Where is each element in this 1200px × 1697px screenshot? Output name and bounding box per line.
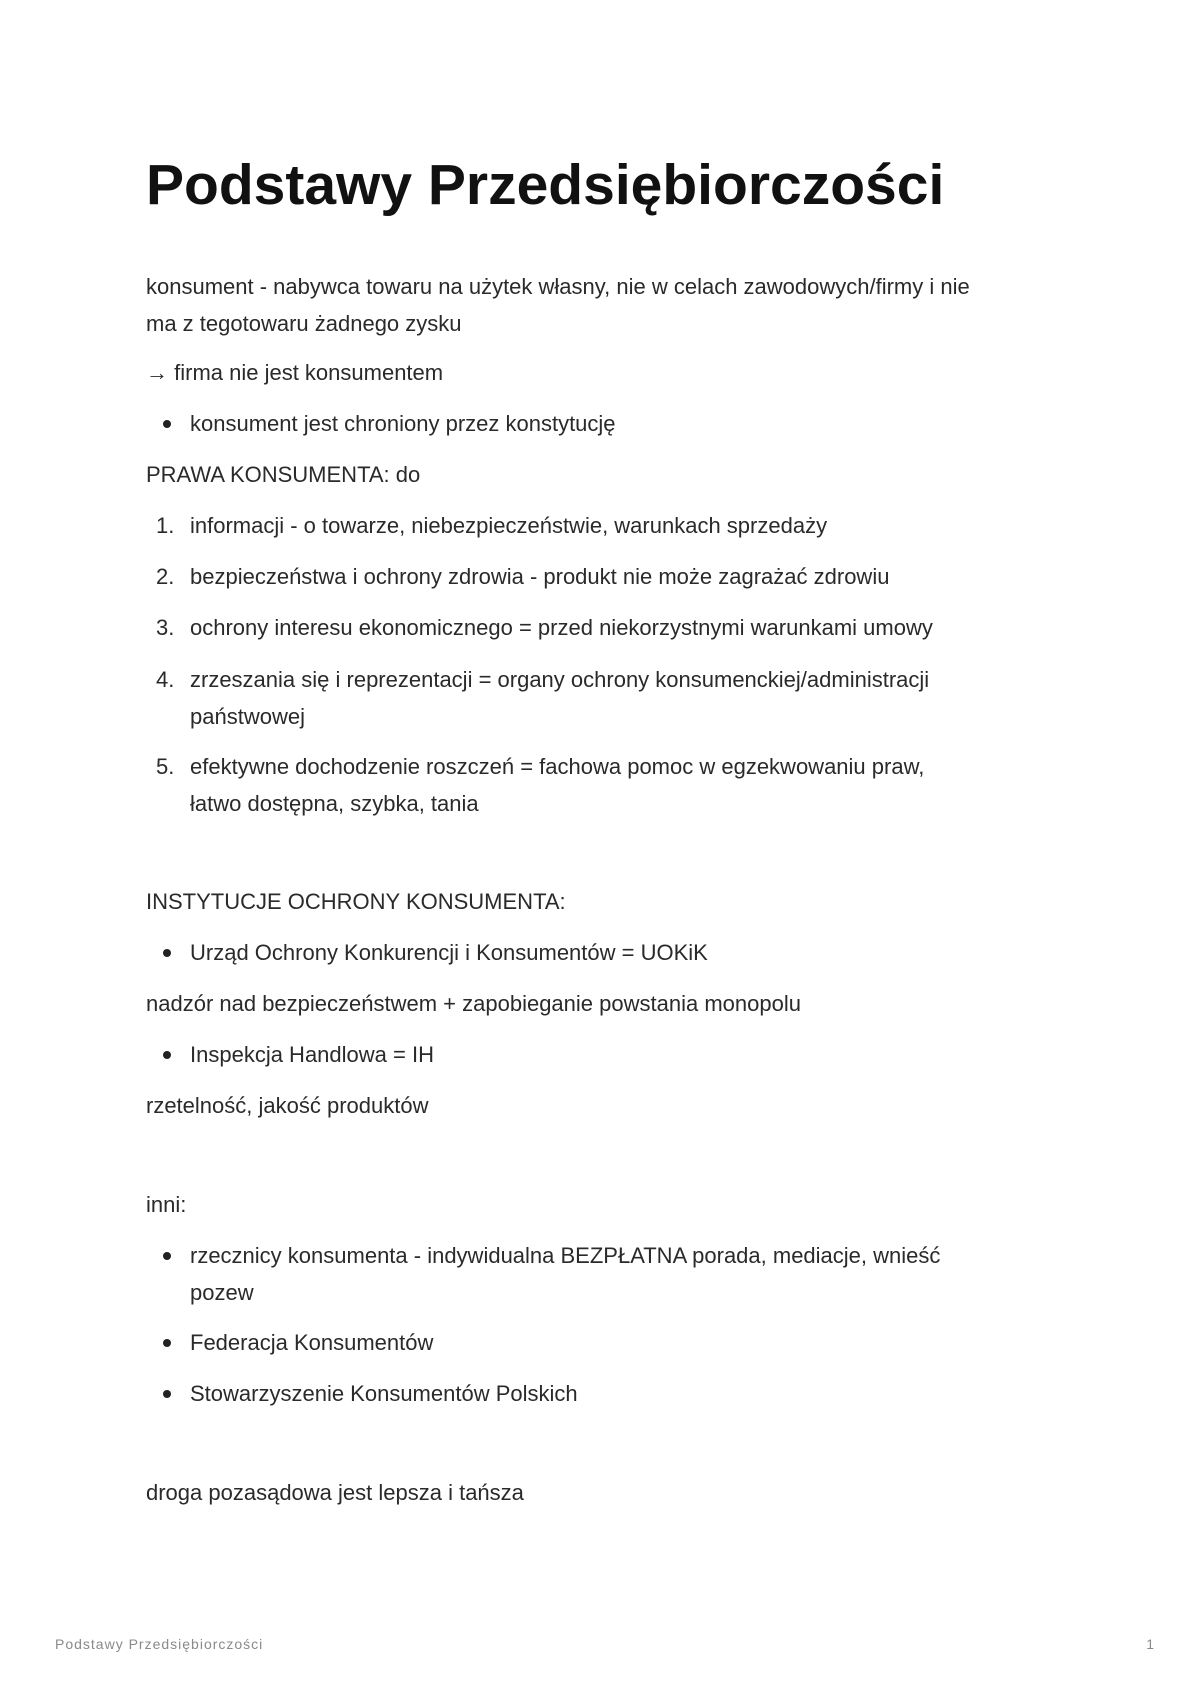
list-item-text-continued: łatwo dostępna, szybka, tania [190,791,479,816]
arrow-note: → firma nie jest konsumentem [146,360,444,385]
rights-heading: PRAWA KONSUMENTA: do [146,462,421,487]
list-item-text: efektywne dochodzenie roszczeń = fachowa pomoc w egzekwowaniu praw, [190,754,925,779]
footer-page-number: 1 [1146,1636,1155,1652]
list-number: 1. [156,513,175,538]
list-item-text: Federacja Konsumentów [190,1330,434,1355]
list-item-text: informacji - o towarze, niebezpieczeństwie, warunkach sprzedaży [190,513,828,538]
others-heading: inni: [146,1192,187,1217]
list-item-text: bezpieczeństwa i ochrony zdrowia - produkt nie może zagrażać zdrowiu [190,564,890,589]
uokik-description: nadzór nad bezpieczeństwem + zapobieganie powstania monopolu [146,991,801,1016]
intro-line-2: ma z tegotowaru żadnego zysku [146,311,462,336]
list-item-text-continued: państwowej [190,704,305,729]
page-title: Podstawy Przedsiębiorczości [146,153,945,217]
bullet-icon [163,1390,171,1398]
bullet-icon [163,1051,171,1059]
list-item-text: Inspekcja Handlowa = IH [190,1042,434,1067]
list-number: 4. [156,667,175,692]
ih-description: rzetelność, jakość produktów [146,1093,429,1118]
list-item-text: Urząd Ochrony Konkurencji i Konsumentów = UOKiK [190,940,708,965]
list-item-text-continued: pozew [190,1280,254,1305]
bullet-icon [163,1252,171,1260]
list-number: 2. [156,564,175,589]
list-number: 5. [156,754,175,779]
list-item-text: zrzeszania się i reprezentacji = organy ochrony konsumenckiej/administracji [190,667,930,692]
list-item-text: konsument jest chroniony przez konstytucję [190,411,616,436]
list-number: 3. [156,615,175,640]
footer-document-title: Podstawy Przedsiębiorczości [55,1636,264,1652]
list-item-text: ochrony interesu ekonomicznego = przed niekorzystnymi warunkami umowy [190,615,933,640]
institutions-heading: INSTYTUCJE OCHRONY KONSUMENTA: [146,889,566,914]
closing-note: droga pozasądowa jest lepsza i tańsza [146,1480,524,1505]
bullet-icon [163,1339,171,1347]
bullet-icon [163,420,171,428]
intro-line-1: konsument - nabywca towaru na użytek własny, nie w celach zawodowych/firmy i nie [146,274,970,299]
list-item-text: rzecznicy konsumenta - indywidualna BEZPŁATNA porada, mediacje, wnieść [190,1243,941,1268]
bullet-icon [163,949,171,957]
list-item-text: Stowarzyszenie Konsumentów Polskich [190,1381,578,1406]
